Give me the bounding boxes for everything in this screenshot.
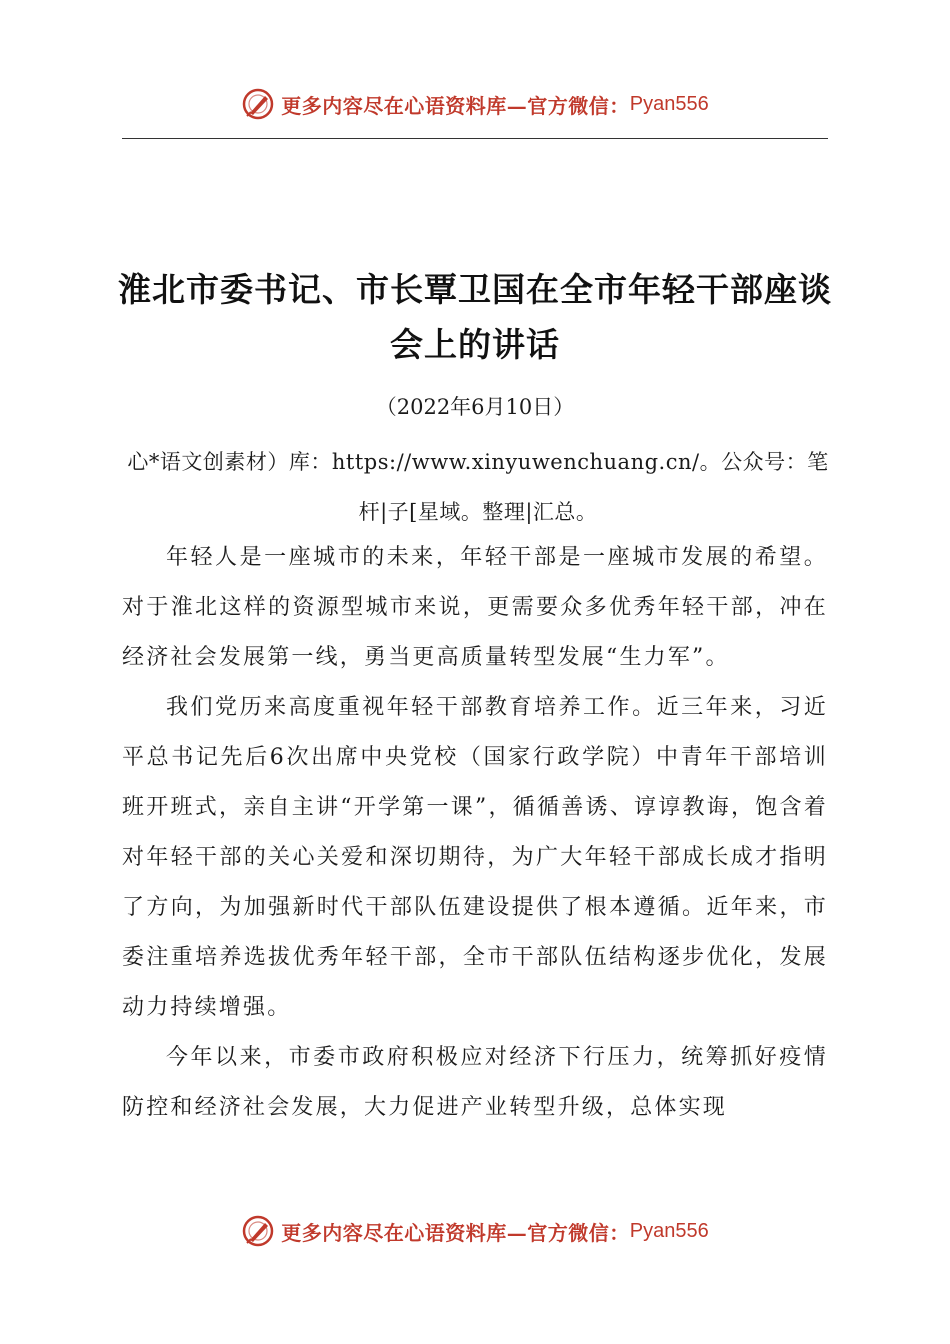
footer-banner-text: 更多内容尽在心语资料库—官方微信：	[281, 1220, 630, 1245]
header-wechat-handle: Pyan556	[629, 92, 709, 115]
document-title: 淮北市委书记、市长覃卫国在全市年轻干部座谈会上的讲话	[118, 270, 832, 364]
paragraph: 今年以来，市委市政府积极应对经济下行压力，统筹抓好疫情防控和经济社会发展，大力促进产业转型升级，总体实现	[122, 1045, 828, 1120]
source-note: 心*语文创素材）库：https://www.xinyuwenchuang.cn/。公众号：笔杆|子[星域。整理|汇总。	[127, 450, 829, 524]
document-body	[122, 533, 828, 1133]
footer-watermark-banner	[0, 1211, 950, 1251]
paragraph: 年轻人是一座城市的未来，年轻干部是一座城市发展的希望。对于淮北这样的资源型城市来说，更需要众多优秀年轻干部，冲在经济社会发展第一线，勇当更高质量转型发展“生力军”。	[122, 545, 828, 670]
footer-wechat-handle: Pyan556	[629, 1219, 709, 1242]
document-date: （2022年6月10日）	[375, 395, 575, 419]
paragraph: 我们党历来高度重视年轻干部教育培养工作。近三年来，习近平总书记先后6次出席中央党校（国家行政学院）中青年干部培训班开班式，亲自主讲“开学第一课”，循循善诱、谆谆教诲，饱含着对年轻干部的关心关爱和深切期待，为广大年轻干部成长成才指明了方向，为加强新时代干部队伍建设提供了根本遵循。近年来，市委注重培养选拔优秀年轻干部，全市干部队伍结构逐步优化，发展动力持续增强。	[122, 695, 828, 1020]
header-banner-text: 更多内容尽在心语资料库—官方微信：	[281, 93, 630, 118]
quill-pen-logo-icon	[241, 1214, 275, 1248]
header-divider	[122, 138, 828, 139]
header-watermark-banner	[0, 84, 950, 124]
quill-pen-logo-icon	[241, 87, 275, 121]
